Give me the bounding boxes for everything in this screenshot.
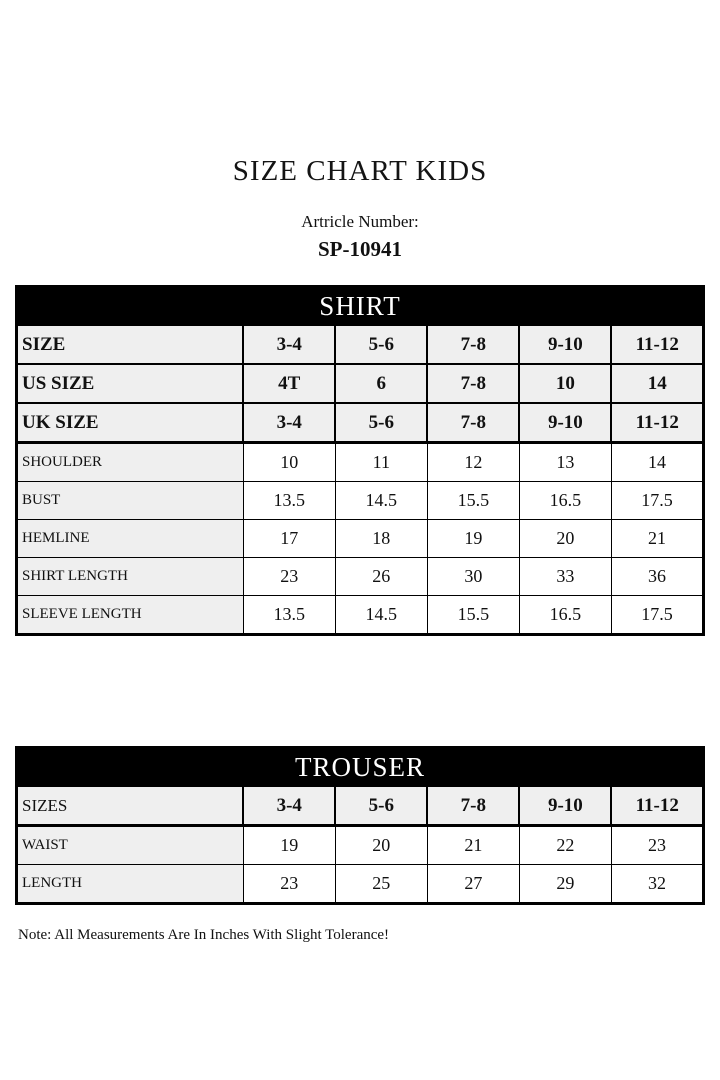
table-row bbox=[17, 443, 704, 482]
value-cell: 13 bbox=[519, 443, 611, 482]
value-cell: 36 bbox=[611, 558, 703, 596]
value-cell: 3-4 bbox=[243, 403, 335, 443]
row-label: SHIRT LENGTH bbox=[17, 558, 244, 596]
value-cell: 21 bbox=[611, 520, 703, 558]
value-cell: 16.5 bbox=[519, 482, 611, 520]
value-cell: 23 bbox=[243, 558, 335, 596]
row-label: SIZE bbox=[17, 325, 244, 364]
table-row bbox=[17, 403, 704, 443]
value-cell: 19 bbox=[427, 520, 519, 558]
table-row bbox=[17, 482, 704, 520]
value-cell: 14 bbox=[611, 364, 703, 403]
row-label: UK SIZE bbox=[17, 403, 244, 443]
value-cell: 33 bbox=[519, 558, 611, 596]
page-title: SIZE CHART KIDS bbox=[232, 155, 488, 187]
shirt-size-table bbox=[15, 285, 705, 636]
value-cell: 27 bbox=[427, 865, 519, 904]
value-cell: 13.5 bbox=[243, 596, 335, 635]
table-row bbox=[17, 520, 704, 558]
value-cell: 17.5 bbox=[611, 596, 703, 635]
value-cell: 9-10 bbox=[519, 786, 611, 826]
value-cell: 21 bbox=[427, 826, 519, 865]
section-header-row bbox=[17, 748, 704, 787]
value-cell: 26 bbox=[335, 558, 427, 596]
value-cell: 5-6 bbox=[335, 786, 427, 826]
section-header-row bbox=[17, 287, 704, 326]
table-row bbox=[17, 558, 704, 596]
value-cell: 20 bbox=[519, 520, 611, 558]
value-cell: 6 bbox=[335, 364, 427, 403]
value-cell: 7-8 bbox=[427, 403, 519, 443]
measurement-note: Note: All Measurements Are In Inches With Slight Tolerance! bbox=[18, 927, 390, 944]
value-cell: 14.5 bbox=[335, 482, 427, 520]
value-cell: 11-12 bbox=[611, 403, 703, 443]
row-label: SLEEVE LENGTH bbox=[17, 596, 244, 635]
value-cell: 29 bbox=[519, 865, 611, 904]
shirt-section-title: SHIRT bbox=[17, 287, 704, 326]
row-label: SHOULDER bbox=[17, 443, 244, 482]
row-label: BUST bbox=[17, 482, 244, 520]
value-cell: 12 bbox=[427, 443, 519, 482]
value-cell: 10 bbox=[519, 364, 611, 403]
value-cell: 10 bbox=[243, 443, 335, 482]
article-number-value: SP-10941 bbox=[318, 237, 402, 262]
value-cell: 25 bbox=[335, 865, 427, 904]
trouser-size-table bbox=[15, 746, 705, 905]
value-cell: 5-6 bbox=[335, 403, 427, 443]
value-cell: 11-12 bbox=[611, 325, 703, 364]
value-cell: 18 bbox=[335, 520, 427, 558]
value-cell: 7-8 bbox=[427, 786, 519, 826]
value-cell: 13.5 bbox=[243, 482, 335, 520]
row-label: HEMLINE bbox=[17, 520, 244, 558]
table-row bbox=[17, 364, 704, 403]
value-cell: 3-4 bbox=[243, 786, 335, 826]
value-cell: 32 bbox=[611, 865, 703, 904]
value-cell: 20 bbox=[335, 826, 427, 865]
table-row bbox=[17, 325, 704, 364]
row-label: US SIZE bbox=[17, 364, 244, 403]
value-cell: 30 bbox=[427, 558, 519, 596]
value-cell: 9-10 bbox=[519, 403, 611, 443]
value-cell: 9-10 bbox=[519, 325, 611, 364]
value-cell: 15.5 bbox=[427, 596, 519, 635]
value-cell: 5-6 bbox=[335, 325, 427, 364]
value-cell: 16.5 bbox=[519, 596, 611, 635]
value-cell: 14.5 bbox=[335, 596, 427, 635]
value-cell: 14 bbox=[611, 443, 703, 482]
article-number-label: Artricle Number: bbox=[301, 212, 419, 232]
value-cell: 11-12 bbox=[611, 786, 703, 826]
value-cell: 7-8 bbox=[427, 325, 519, 364]
value-cell: 7-8 bbox=[427, 364, 519, 403]
value-cell: 15.5 bbox=[427, 482, 519, 520]
value-cell: 19 bbox=[243, 826, 335, 865]
value-cell: 3-4 bbox=[243, 325, 335, 364]
value-cell: 17 bbox=[243, 520, 335, 558]
row-label: WAIST bbox=[17, 826, 244, 865]
value-cell: 23 bbox=[611, 826, 703, 865]
row-label: SIZES bbox=[17, 786, 244, 826]
row-label: LENGTH bbox=[17, 865, 244, 904]
value-cell: 17.5 bbox=[611, 482, 703, 520]
table-row bbox=[17, 786, 704, 826]
value-cell: 11 bbox=[335, 443, 427, 482]
trouser-section-title: TROUSER bbox=[17, 748, 704, 787]
table-row bbox=[17, 826, 704, 865]
value-cell: 23 bbox=[243, 865, 335, 904]
value-cell: 4T bbox=[243, 364, 335, 403]
table-row bbox=[17, 596, 704, 635]
value-cell: 22 bbox=[519, 826, 611, 865]
table-row bbox=[17, 865, 704, 904]
